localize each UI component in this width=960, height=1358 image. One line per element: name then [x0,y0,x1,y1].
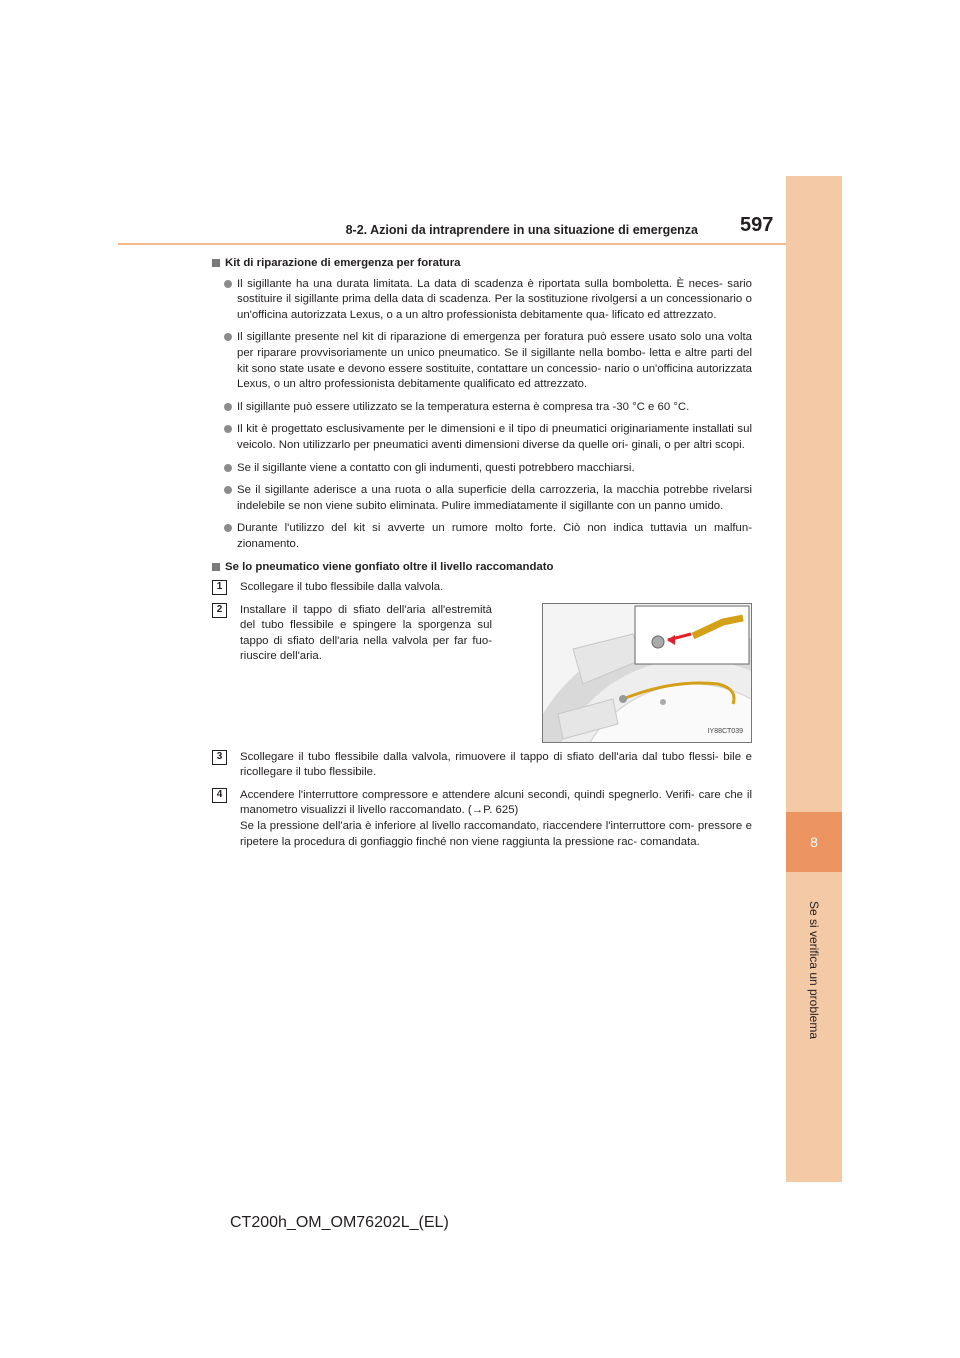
square-bullet-icon [212,563,220,571]
circle-bullet-icon [224,486,232,494]
page-number: 597 [740,214,774,236]
step-number-badge: 3 [212,750,227,765]
list-item: Se il sigillante viene a contatto con gli indumenti, questi potrebbero macchiarsi. [212,461,752,477]
step-item: 2 Installare il tappo di sfiato dell'aria all'estremità del tubo flessibile e spingere la sporgenza sul tappo di sfiato dell'aria nella valvola per far fuo- riuscire dell'aria. IY88CT039 [212,603,752,743]
chapter-number-box[interactable] [786,812,842,872]
step-number-badge: 2 [212,603,227,618]
section-title: 8-2. Azioni da intraprendere in una situazione di emergenza [345,223,698,237]
document-code: CT200h_OM_OM76202L_(EL) [230,1214,449,1231]
step-item: 1 Scollegare il tubo flessibile dalla valvola. [212,580,752,596]
list-item: Il kit è progettato esclusivamente per le dimensioni e il tipo di pneumatici originariamente installati sul veicolo. Non utilizzarlo per pneumatici aventi dimensioni diverse da quelle ori- ginali, o per altri scopi. [212,422,752,453]
figure-code: IY88CT039 [707,728,743,736]
list-item: Il sigillante ha una durata limitata. La data di scadenza è riportata sulla bomboletta. È neces- sario sostituire il sigillante prima della data di scadenza. Per la sostituzione rivolgersi a un concessionario o un'officina autorizzata Lexus, o a un altro professionista debitamente qua- lificato ed attrezzato. [212,277,752,324]
circle-bullet-icon [224,280,232,288]
circle-bullet-icon [224,403,232,411]
step-item: 4 Accendere l'interruttore compressore e attendere alcuni secondi, quindi spegnerlo. Verifi- care che il manometro visualizzi il livello raccomandato. (→P. 625) Se la pressione dell'aria è inferiore al livello raccomandato, riaccendere l'interruttore com- pressore e ripetere la procedura di gonfiaggio finché non viene raggiunta la pressione rac- comandata. [212,788,752,850]
circle-bullet-icon [224,425,232,433]
list-item: Se il sigillante aderisce a una ruota o alla superficie della carrozzeria, la macchia potrebbe rivelarsi indelebile se non viene subito eliminata. Pulire immediatamente il sigillante con un panno umido. [212,483,752,514]
section-heading-repair-kit: Kit di riparazione di emergenza per foratura [212,256,752,272]
step-number-badge: 1 [212,580,227,595]
list-item: Il sigillante presente nel kit di riparazione di emergenza per foratura può essere usato solo una volta per riparare provvisoriamente un unico pneumatico. Se il sigillante nella bombo- letta e altre parti del kit sono state usate e devono essere sostituite, contattare un concessio- nario o un'officina autorizzata Lexus, o un altro professionista debitamente qualificato ed attrezzato. [212,330,752,392]
list-item: Durante l'utilizzo del kit si avverte un rumore molto forte. Ciò non indica tuttavia un malfun- zionamento. [212,521,752,552]
circle-bullet-icon [224,333,232,341]
list-item: Il sigillante può essere utilizzato se la temperatura esterna è compresa tra -30 °C e 60 °C. [212,400,752,416]
valve-illustration [542,603,752,743]
section-heading-overinflated: Se lo pneumatico viene gonfiato oltre il livello raccomandato [212,560,752,576]
chapter-number: 8 [810,834,818,850]
header-divider [118,243,786,245]
step-item: 3 Scollegare il tubo flessibile dalla valvola, rimuovere il tappo di sfiato dell'aria dal tubo flessi- bile e ricollegare il tubo flessibile. [212,750,752,781]
step-number-badge: 4 [212,788,227,803]
circle-bullet-icon [224,524,232,532]
square-bullet-icon [212,259,220,267]
chapter-label: Se si verifica un problema [807,900,821,1040]
tire-valve-icon [543,604,751,742]
circle-bullet-icon [224,464,232,472]
page-content [212,256,752,857]
